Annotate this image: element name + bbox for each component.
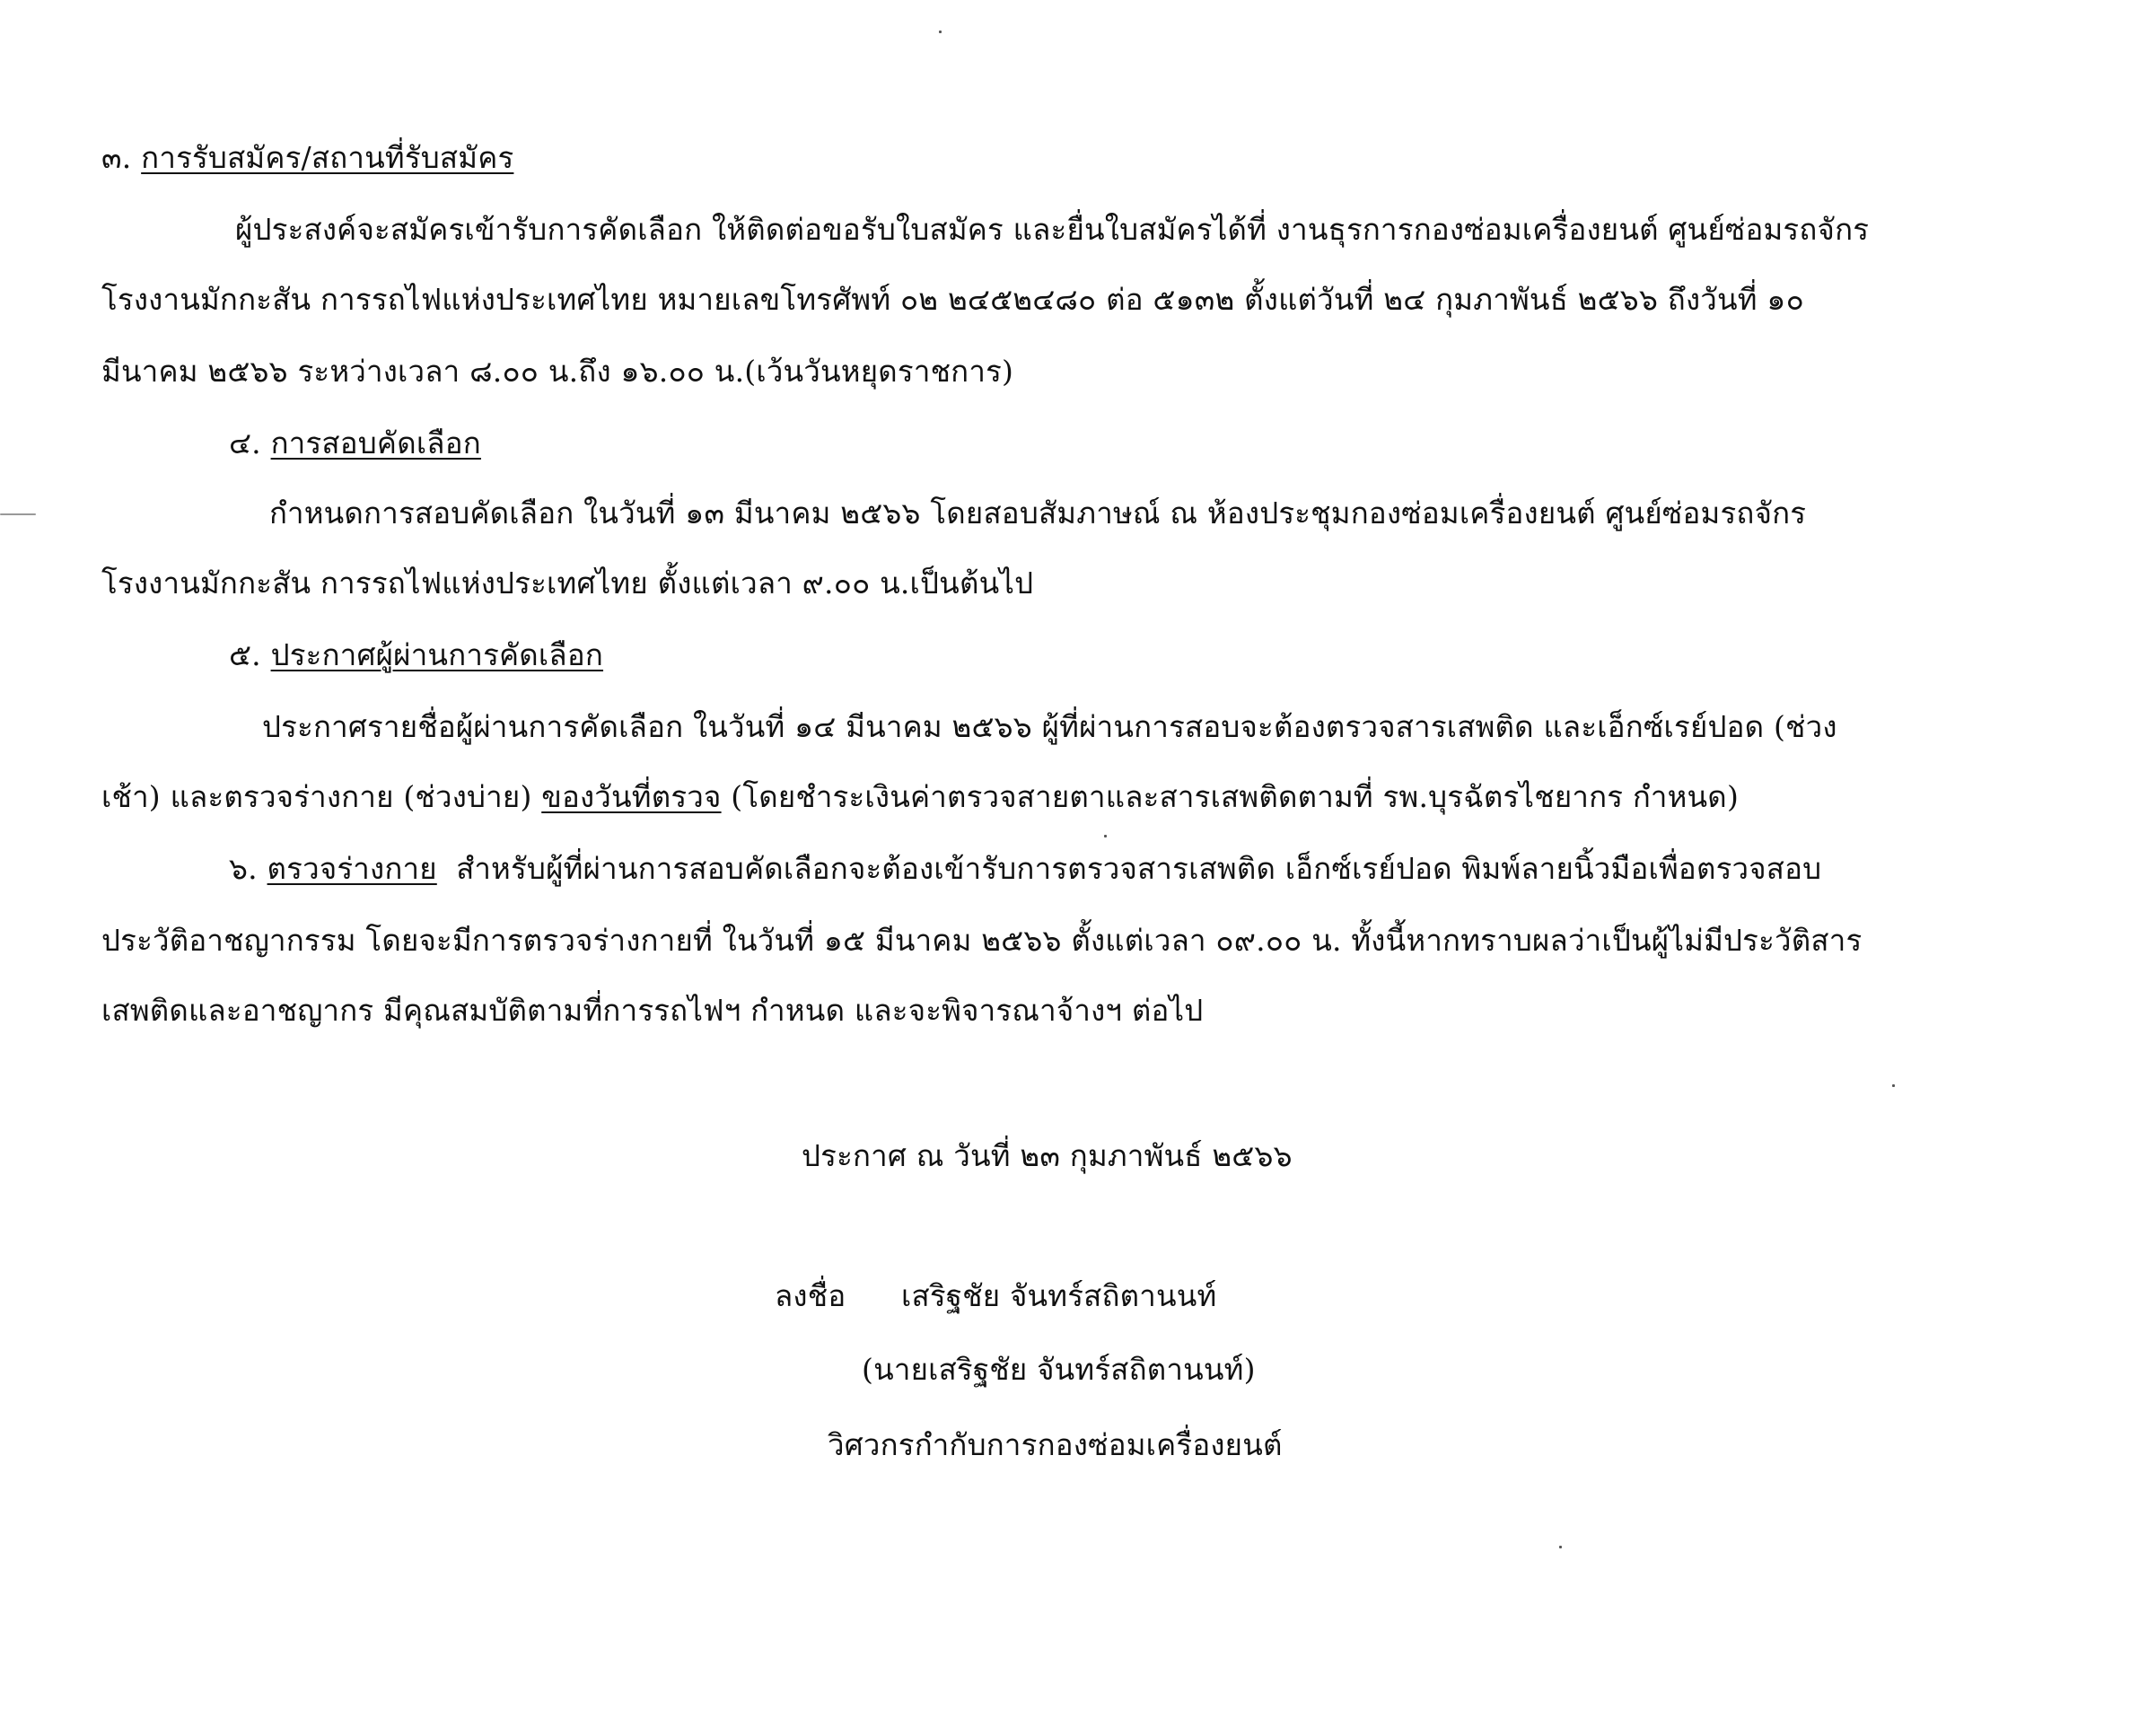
section-4-number: ๔. <box>229 425 261 460</box>
signed-name: เสริฐชัย จันทร์สถิตานนท์ <box>901 1278 1217 1313</box>
section-6-heading: ตรวจร่างกาย <box>267 851 437 886</box>
section-3-number: ๓. <box>101 140 132 175</box>
scan-speck <box>939 31 942 33</box>
scan-speck <box>0 513 36 515</box>
section-3-line-1: ผู้ประสงค์จะสมัครเข้ารับการคัดเลือก ให้ติดต่อขอรับใบสมัคร และยื่นใบสมัครได้ที่ งานธุรการกองซ่อมเครื่องยนต์ ศูนย์ซ่อมรถจักร <box>235 212 1870 247</box>
section-3-line-2: โรงงานมักกะสัน การรถไฟแห่งประเทศไทย หมายเลขโทรศัพท์ ๐๒ ๒๔๕๒๔๘๐ ต่อ ๕๑๓๒ ตั้งแต่วันที่ ๒๔ กุมภาพันธ์ ๒๕๖๖ ถึงวันที่ ๑๐ <box>101 282 1804 317</box>
section-5-line-1: ประกาศรายชื่อผู้ผ่านการคัดเลือก ในวันที่ ๑๔ มีนาคม ๒๕๖๖ ผู้ที่ผ่านการสอบจะต้องตรวจสารเสพติด และเอ็กซ์เรย์ปอด (ช่วง <box>262 709 1837 744</box>
section-5-line-2-start: เช้า) และตรวจร่างกาย (ช่วงบ่าย) <box>101 779 542 814</box>
section-3-heading-line <box>101 138 513 178</box>
section-6-line-2: ประวัติอาชญากรรม โดยจะมีการตรวจร่างกายที่ ในวันที่ ๑๕ มีนาคม ๒๕๖๖ ตั้งแต่เวลา ๐๙.๐๐ น. ทั้งนี้หากทราบผลว่าเป็นผู้ไม่มีประวัติสาร <box>101 923 1863 958</box>
section-5-number: ๕. <box>229 637 261 672</box>
section-6-line-1 <box>229 849 1821 889</box>
printed-name: (นายเสริฐชัย จันทร์สถิตานนท์) <box>862 1352 1256 1387</box>
signatory-position: วิศวกรกำกับการกองซ่อมเครื่องยนต์ <box>828 1427 1283 1462</box>
section-5-line-2-underlined: ของวันที่ตรวจ <box>541 779 722 814</box>
scan-speck <box>1559 1546 1562 1548</box>
section-6-line-3: เสพติดและอาชญากร มีคุณสมบัติตามที่การรถไฟฯ กำหนด และจะพิจารณาจ้างฯ ต่อไป <box>101 993 1204 1028</box>
section-5-heading: ประกาศผู้ผ่านการคัดเลือก <box>270 637 604 672</box>
section-4-line-1: กำหนดการสอบคัดเลือก ในวันที่ ๑๓ มีนาคม ๒๕๖๖ โดยสอบสัมภาษณ์ ณ ห้องประชุมกองซ่อมเครื่องยนต์ ศูนย์ซ่อมรถจักร <box>269 495 1807 530</box>
section-5-line-2-end: (โดยชำระเงินค่าตรวจสายตาและสารเสพติดตามที่ รพ.บุรฉัตรไชยากร กำหนด) <box>721 779 1740 814</box>
announcement-date: ประกาศ ณ วันที่ ๒๓ กุมภาพันธ์ ๒๕๖๖ <box>802 1138 1293 1173</box>
scan-speck <box>1892 1084 1895 1087</box>
signature-label: ลงชื่อ <box>775 1278 846 1313</box>
section-5-line-2 <box>101 777 1739 817</box>
section-5-heading-line <box>229 636 603 675</box>
section-6-line-1-rest: สำหรับผู้ที่ผ่านการสอบคัดเลือกจะต้องเข้ารับการตรวจสารเสพติด เอ็กซ์เรย์ปอด พิมพ์ลายนิ้วมือเพื่อตรวจสอบ <box>456 851 1822 886</box>
section-4-heading-line <box>229 424 481 463</box>
scan-speck <box>1104 835 1107 837</box>
section-3-heading: การรับสมัคร/สถานที่รับสมัคร <box>141 140 514 175</box>
section-4-heading: การสอบคัดเลือก <box>270 425 481 460</box>
section-3-line-3: มีนาคม ๒๕๖๖ ระหว่างเวลา ๘.๐๐ น.ถึง ๑๖.๐๐ น.(เว้นวันหยุดราชการ) <box>101 354 1014 389</box>
section-6-number: ๖. <box>229 851 258 886</box>
section-4-line-2: โรงงานมักกะสัน การรถไฟแห่งประเทศไทย ตั้งแต่เวลา ๙.๐๐ น.เป็นต้นไป <box>101 566 1034 601</box>
